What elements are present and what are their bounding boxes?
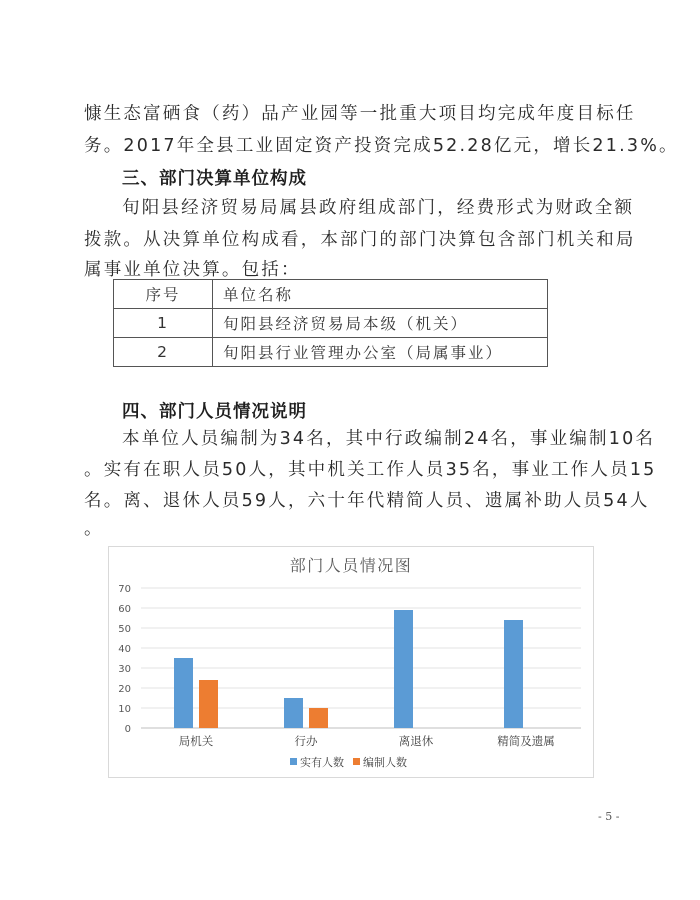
x-tick-label: 离退休 (398, 734, 434, 748)
bar-actual (394, 610, 413, 728)
x-tick-label: 局机关 (178, 734, 214, 748)
paragraph-line: 旬阳县经济贸易局属县政府组成部门，经费形式为财政全额 (122, 198, 635, 218)
page-number: - 5 - (598, 810, 620, 823)
x-tick-label: 行办 (294, 734, 318, 748)
bar-quota (309, 708, 328, 728)
legend-label: 编制人数 (363, 756, 407, 769)
cell-unit-name: 旬阳县经济贸易局本级（机关） (213, 309, 548, 338)
paragraph-line: 慷生态富硒食（药）品产业园等一批重大项目均完成年度目标任 (84, 104, 636, 124)
x-tick-label: 精简及遗属 (497, 734, 555, 748)
paragraph-line: 属事业单位决算。包括： (84, 260, 301, 280)
bar-actual (504, 620, 523, 728)
y-tick-label: 20 (118, 684, 131, 695)
cell-unit-name: 旬阳县行业管理办公室（局属事业） (213, 338, 548, 367)
table-row (114, 338, 548, 367)
y-tick-label: 10 (118, 704, 131, 715)
paragraph-line: 。 (84, 519, 104, 539)
chart-title: 部门人员情况图 (289, 556, 413, 575)
bar-actual (284, 698, 303, 728)
paragraph-line: 拨款。从决算单位构成看，本部门的部门决算包含部门机关和局 (84, 230, 636, 250)
paragraph-line: 名。离、退休人员59人，六十年代精简人员、遗属补助人员54人 (84, 491, 650, 511)
y-tick-label: 40 (118, 644, 131, 655)
paragraph-line: 。实有在职人员50人，其中机关工作人员35名，事业工作人员15 (84, 460, 657, 480)
bar-actual (174, 658, 193, 728)
section-heading-4: 四、部门人员情况说明 (122, 402, 307, 422)
y-tick-label: 70 (118, 584, 131, 595)
cell-index: 2 (114, 338, 213, 367)
legend-swatch (353, 758, 360, 765)
section-heading-3: 三、部门决算单位构成 (122, 169, 307, 189)
y-tick-label: 0 (124, 724, 131, 735)
paragraph-line: 本单位人员编制为34名，其中行政编制24名，事业编制10名 (122, 429, 656, 449)
y-tick-label: 50 (118, 624, 131, 635)
header-index: 序号 (114, 280, 213, 309)
staff-chart (108, 546, 594, 778)
paragraph-line: 务。2017年全县工业固定资产投资完成52.28亿元，增长21.3%。 (84, 136, 679, 156)
cell-index: 1 (114, 309, 213, 338)
legend-label: 实有人数 (300, 756, 344, 769)
units-table (113, 279, 548, 367)
chart-plot (109, 547, 593, 777)
table-header-row (114, 280, 548, 309)
legend-swatch (290, 758, 297, 765)
y-tick-label: 60 (118, 604, 131, 615)
table-row (114, 309, 548, 338)
y-tick-label: 30 (118, 664, 131, 675)
bar-quota (199, 680, 218, 728)
header-unit-name: 单位名称 (213, 280, 548, 309)
